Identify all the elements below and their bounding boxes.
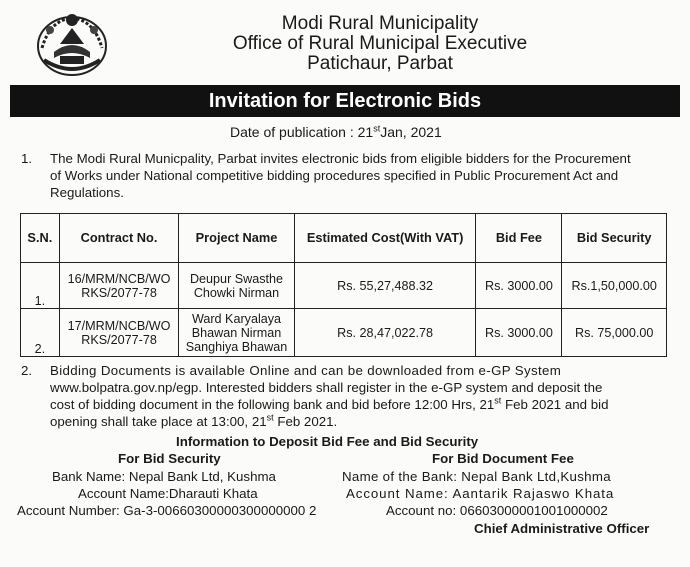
row-bid-security: Rs. 75,000.00 — [562, 309, 667, 357]
row-bid-fee: Rs. 3000.00 — [476, 263, 562, 309]
para2-line2: www.bolpatra.gov.np/egp. Interested bidders shall register in the e-GP system and deposit the — [50, 380, 603, 395]
para1-number: 1. — [21, 151, 33, 166]
notice-title: Invitation for Electronic Bids — [10, 85, 680, 117]
bid-security-account-name: Account Name:Dharauti Khata — [78, 486, 258, 501]
row-bid-security: Rs.1,50,000.00 — [562, 263, 667, 309]
row-sn: 2. — [21, 309, 60, 357]
table-header-row — [21, 214, 667, 263]
para2-number: 2. — [21, 363, 33, 378]
header-project-name: Project Name — [179, 214, 294, 263]
bid-security-account-number: Account Number: Ga-3-00660300000300000000 2 — [17, 503, 317, 518]
table-row — [21, 309, 667, 357]
bid-fee-title: For Bid Document Fee — [432, 451, 574, 466]
para1-line1: The Modi Rural Municpality, Parbat invites electronic bids from eligible bidders for the Procurement — [50, 151, 631, 166]
row-contract-no: 16/MRM/NCB/WO RKS/2077-78 — [59, 263, 179, 309]
row-contract-no: 17/MRM/NCB/WO RKS/2077-78 — [59, 309, 179, 357]
office-location: Patichaur, Parbat — [307, 53, 453, 74]
row-project-name: Ward Karyalaya Bhawan Nirman Sanghiya Bhawan — [179, 309, 294, 357]
row-project-name: Deupur Swasthe Chowki Nirman — [179, 263, 294, 309]
row-sn: 1. — [21, 263, 60, 309]
para2-line3: cost of bidding document in the following bank and bid before 12:00 Hrs, 21st Feb 2021 and bid — [50, 395, 609, 412]
bid-fee-bank: Name of the Bank: Nepal Bank Ltd,Kushma — [342, 469, 611, 484]
bids-table — [20, 213, 667, 357]
bid-security-bank: Bank Name: Nepal Bank Ltd, Kushma — [52, 469, 276, 484]
para1-line3: Regulations. — [50, 185, 124, 200]
bid-fee-account-name: Account Name: Aantarik Rajaswo Khata — [346, 486, 615, 501]
row-estimated-cost: Rs. 55,27,488.32 — [294, 263, 476, 309]
para2-line4: opening shall take place at 13:00, 21st Feb 2021. — [50, 412, 338, 429]
header-bid-security: Bid Security — [562, 214, 667, 263]
signatory-title: Chief Administrative Officer — [474, 521, 650, 536]
bid-security-title: For Bid Security — [118, 451, 221, 466]
bid-fee-account-no: Account no: 06603000001001000002 — [386, 503, 608, 518]
header-contract-no: Contract No. — [59, 214, 179, 263]
publication-date: Date of publication : 21stJan, 2021 — [230, 123, 442, 140]
row-estimated-cost: Rs. 28,47,022.78 — [294, 309, 476, 357]
header-sn: S.N. — [21, 214, 60, 263]
para1-line2: of Works under National competitive bidding procedures specified in Public Procurement Act and — [50, 168, 619, 183]
deposit-info-title: Information to Deposit Bid Fee and Bid Security — [176, 434, 479, 449]
header-estimated-cost: Estimated Cost(With VAT) — [294, 214, 476, 263]
municipality-name: Modi Rural Municipality — [281, 13, 479, 34]
table-row — [21, 263, 667, 309]
row-bid-fee: Rs. 3000.00 — [476, 309, 562, 357]
nepal-government-emblem — [30, 8, 114, 78]
header-bid-fee: Bid Fee — [476, 214, 562, 263]
office-name: Office of Rural Municipal Executive — [232, 33, 528, 54]
para2-line1: Bidding Documents is available Online and can be downloaded from e-GP System — [50, 363, 562, 378]
